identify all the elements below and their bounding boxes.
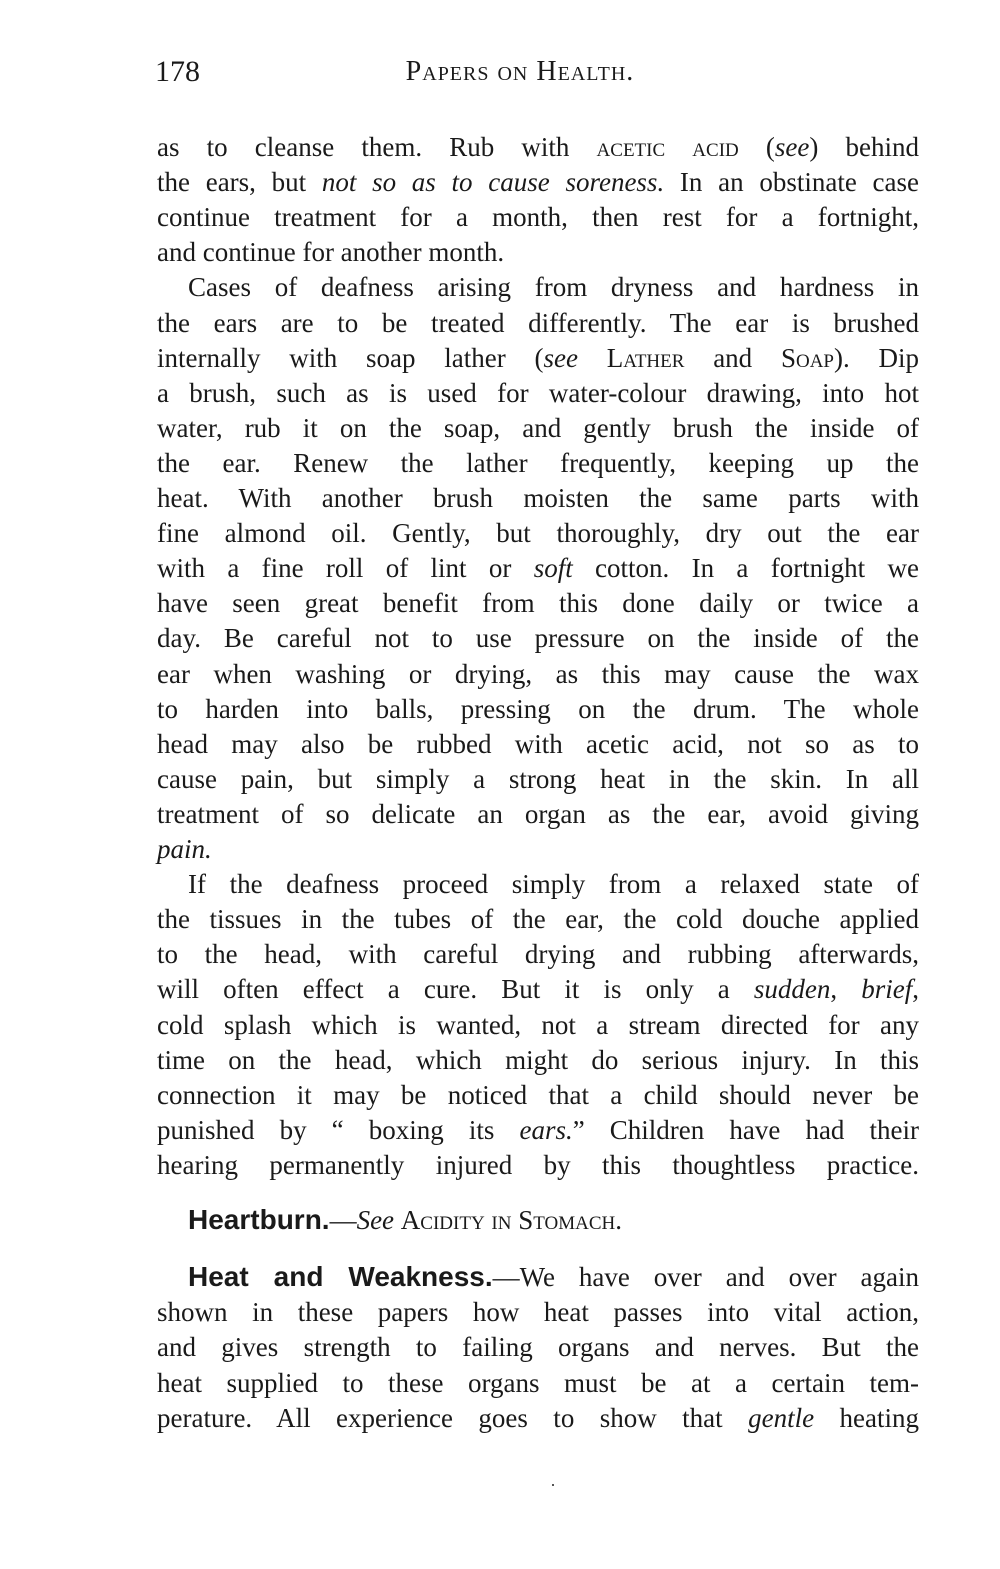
text-run: ear when washing or drying, as this may cause the wax <box>157 658 919 689</box>
text-run: —We have over and over again <box>492 1262 919 1292</box>
text-line <box>157 1295 919 1329</box>
text-run: treatment of so delicate an organ as the ear, avoid giving <box>157 798 919 829</box>
entry-title: Heartburn. <box>188 1204 330 1235</box>
small-caps-text: Soap <box>780 342 834 373</box>
text-run: with a fine roll of lint or <box>157 553 534 584</box>
text-line <box>157 1330 919 1364</box>
text-run: internally with soap lather ( <box>157 342 544 373</box>
text-line <box>157 902 919 936</box>
text-line <box>157 1008 919 1042</box>
text-line <box>157 1113 919 1147</box>
text-run: the ears, but <box>157 167 322 198</box>
text-run: continue treatment for a month, then rest for a fortnight, <box>157 202 919 233</box>
small-caps-text: Lather <box>606 342 685 373</box>
text-line <box>157 1078 919 1112</box>
text-line <box>157 376 919 410</box>
italic-text: not so as to cause soreness. <box>321 167 665 198</box>
italic-text: see <box>543 342 578 373</box>
text-run: heating <box>814 1402 919 1433</box>
italic-text: gentle <box>748 1402 815 1433</box>
text-run: cold splash which is wanted, not a stream directed for any <box>157 1009 919 1040</box>
text-run: the ears are to be treated differently. The ear is brushed <box>157 307 919 338</box>
text-run: fine almond oil. Gently, but thoroughly, dry out the ear <box>157 518 919 549</box>
text-line <box>157 1366 919 1400</box>
text-line <box>157 692 919 726</box>
page-number: 178 <box>155 55 200 88</box>
running-title: Papers on Health. <box>405 56 635 87</box>
text-line <box>157 306 919 340</box>
italic-text: ears. <box>519 1114 573 1145</box>
entry-title: Heat and Weakness. <box>188 1261 493 1292</box>
text-line <box>157 516 919 550</box>
text-run: ). Dip <box>833 342 919 373</box>
text-run: punished by “ boxing its <box>157 1114 520 1145</box>
text-run: water, rub it on the soap, and gently brush the inside of <box>157 412 919 443</box>
text-run: time on the head, which might do serious injury. In this <box>157 1044 919 1075</box>
text-run: to harden into balls, pressing on the drum. The whole <box>157 693 919 724</box>
text-line <box>157 727 919 761</box>
text-run: In an obstinate case <box>664 167 919 198</box>
text-run: connection it may be noticed that a child should never be <box>157 1079 919 1110</box>
text-line <box>157 446 919 480</box>
italic-text: See <box>356 1205 395 1235</box>
small-caps-text: acetic acid <box>596 132 739 162</box>
text-run: head may also be rubbed with acetic acid, not so as to <box>157 728 919 759</box>
text-run: ) behind <box>809 132 919 162</box>
section-heading <box>157 1260 919 1294</box>
text-run: the ear. Renew the lather frequently, keeping up the <box>157 447 919 478</box>
text-run: the tissues in the tubes of the ear, the cold douche applied <box>157 904 919 935</box>
text-line <box>157 867 919 901</box>
text-run: hearing permanently injured by this thoughtless practice. <box>157 1149 919 1180</box>
text-line <box>157 586 919 620</box>
text-line <box>157 1401 919 1435</box>
text-run: will often effect a cure. But it is only a <box>157 974 754 1005</box>
text-run <box>578 343 607 373</box>
text-run: to the head, with careful drying and rubbing afterwards, <box>157 939 919 970</box>
text-run: and continue for another month. <box>157 237 505 268</box>
text-run: ( <box>738 132 775 162</box>
text-line <box>157 551 919 585</box>
text-run: heat. With another brush moisten the same parts with <box>157 483 919 513</box>
text-run <box>394 1205 401 1235</box>
scan-speck <box>552 1484 554 1486</box>
italic-text: brief <box>861 974 913 1005</box>
text-line <box>157 972 919 1006</box>
text-run: perature. All experience goes to show that <box>157 1402 749 1433</box>
text-run: shown in these papers how heat passes into vital action, <box>157 1297 919 1328</box>
text-line <box>157 411 919 445</box>
text-run: as to cleanse them. Rub with <box>157 132 597 162</box>
text-line <box>157 1043 919 1077</box>
text-run: and <box>684 342 781 373</box>
text-run: — <box>329 1205 357 1235</box>
text-run: have seen great benefit from this done daily or twice a <box>157 588 919 619</box>
text-run: a brush, such as is used for water-colour drawing, into hot <box>157 377 919 408</box>
text-run: ” Children have had their <box>572 1114 919 1145</box>
small-caps-text: Acidity in Stomach. <box>400 1205 622 1235</box>
text-run: and gives strength to failing organs and nerves. But the <box>157 1332 919 1363</box>
text-line <box>157 200 919 234</box>
text-line <box>157 270 919 304</box>
italic-text: see <box>774 132 810 162</box>
text-line <box>157 621 919 655</box>
text-line <box>157 657 919 691</box>
section-heading <box>157 1203 919 1237</box>
text-line <box>157 130 919 164</box>
text-run: day. Be careful not to use pressure on the inside of the <box>157 623 919 654</box>
text-line <box>157 937 919 971</box>
text-run: cause pain, but simply a strong heat in the skin. In all <box>157 763 919 794</box>
text-run: , <box>830 974 862 1005</box>
text-line <box>157 797 919 831</box>
text-run: Cases of deafness arising from dryness and hardness in <box>188 272 919 303</box>
italic-text: sudden <box>753 974 831 1005</box>
text-line <box>157 1148 919 1182</box>
italic-text: soft <box>533 553 573 584</box>
italic-text: pain. <box>157 834 212 864</box>
text-line <box>157 341 919 375</box>
text-run: cotton. In a fortnight we <box>572 553 919 584</box>
text-run: heat supplied to these organs must be at a certain tem- <box>157 1367 919 1398</box>
text-line <box>157 165 919 199</box>
text-run: If the deafness proceed simply from a relaxed state of <box>188 869 919 900</box>
text-line <box>157 481 919 515</box>
text-line <box>157 762 919 796</box>
text-line <box>157 832 919 866</box>
text-line <box>157 235 919 269</box>
text-run: , <box>912 974 919 1005</box>
